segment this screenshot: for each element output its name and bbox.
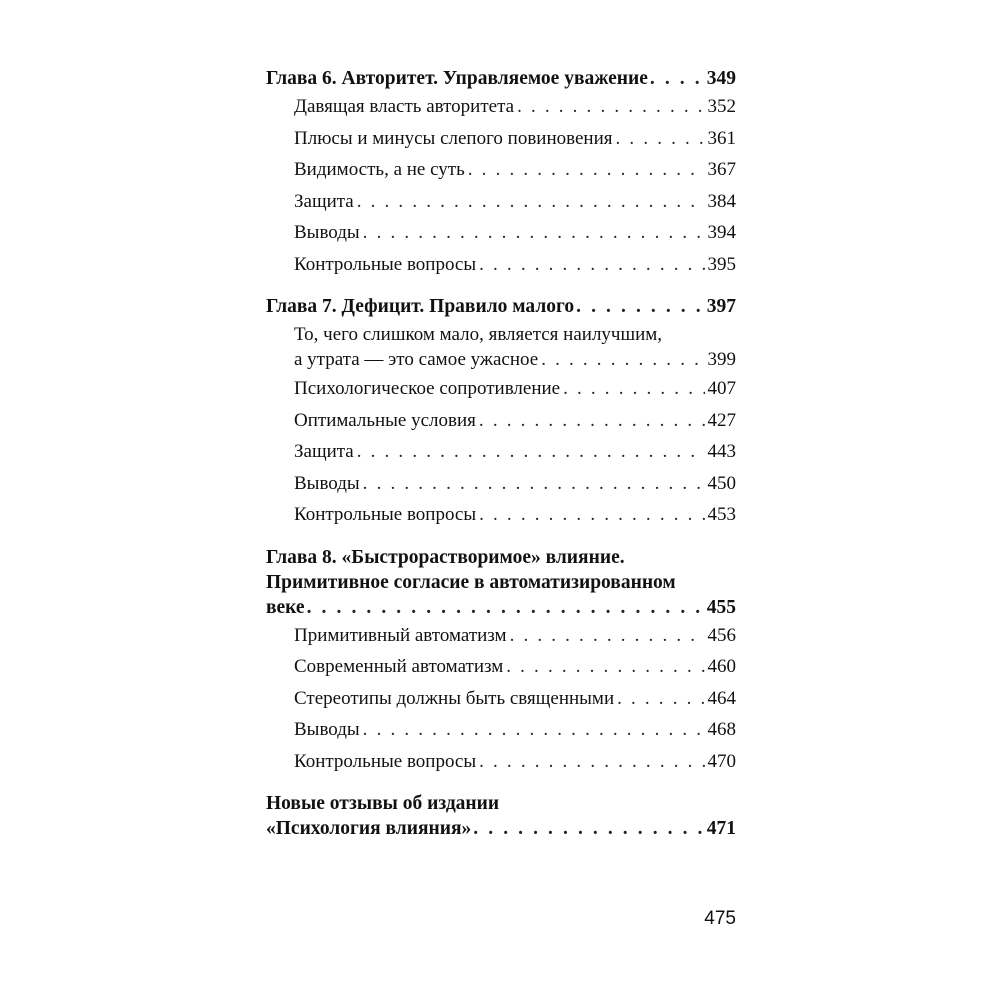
- dot-leader: [363, 468, 705, 500]
- section-entry[interactable]: [294, 154, 736, 186]
- section-page-number: 456: [707, 624, 736, 646]
- dot-leader: [617, 683, 704, 715]
- section-entry[interactable]: [294, 746, 736, 778]
- section-entry[interactable]: [294, 373, 736, 405]
- section-entry-line-1[interactable]: [294, 319, 736, 346]
- chapter-page-number: 455: [706, 596, 736, 618]
- section-title: Плюсы и минусы слепого повиновения: [294, 127, 613, 149]
- section-page-number: 450: [707, 472, 736, 494]
- chapter-title[interactable]: [266, 816, 736, 841]
- dot-leader: [616, 123, 705, 155]
- section-page-number: 468: [707, 719, 736, 740]
- chapter-page-number: 471: [706, 818, 736, 839]
- section-entry[interactable]: [294, 651, 736, 683]
- section-entry[interactable]: [294, 346, 736, 373]
- dot-leader: [307, 595, 705, 620]
- dot-leader: [479, 499, 704, 531]
- section-list: [266, 319, 736, 531]
- section-page-number: 399: [707, 349, 736, 370]
- section-entry[interactable]: [294, 91, 736, 123]
- table-of-contents: [266, 66, 736, 841]
- chapter-title-text: «Психология влияния»: [266, 818, 472, 839]
- section-page-number: 464: [707, 687, 736, 709]
- section-title: Выводы: [294, 472, 360, 494]
- dot-leader: [357, 436, 705, 468]
- chapter-title-line-1[interactable]: Новые отзывы об издании: [266, 793, 500, 814]
- section-title: Современный автоматизм: [294, 656, 504, 677]
- section-page-number: 453: [707, 504, 736, 525]
- section-title: Видимость, а не суть: [294, 159, 465, 180]
- section-page-number: 367: [707, 159, 736, 180]
- section-title: Выводы: [294, 222, 360, 243]
- chapter-title[interactable]: [266, 66, 736, 91]
- chapter-title-line-1[interactable]: Глава 8. «Быстрорастворимое» влияние.: [266, 546, 625, 568]
- chapter-6: [266, 66, 736, 280]
- dot-leader: [510, 620, 705, 652]
- chapter-gap: [266, 777, 736, 791]
- dot-leader: [363, 714, 705, 746]
- section-page-number: 470: [707, 750, 736, 772]
- section-title: Давящая власть авторитета: [294, 96, 515, 117]
- dot-leader: [541, 346, 704, 373]
- page-number: 475: [704, 908, 736, 929]
- dot-leader: [357, 186, 705, 218]
- section-entry[interactable]: [294, 436, 736, 468]
- section-page-number: 394: [707, 222, 736, 243]
- section-page-number: 443: [707, 441, 736, 462]
- section-title: Психологическое сопротивление: [294, 378, 561, 399]
- section-entry[interactable]: [294, 249, 736, 281]
- dot-leader: [506, 651, 704, 683]
- section-entry[interactable]: [294, 217, 736, 249]
- section-entry[interactable]: [294, 683, 736, 715]
- dot-leader: [479, 249, 704, 281]
- dot-leader: [517, 91, 704, 123]
- dot-leader: [468, 154, 705, 186]
- section-entry[interactable]: [294, 499, 736, 531]
- dot-leader: [650, 66, 705, 91]
- chapter-title[interactable]: [266, 294, 736, 319]
- section-page-number: 460: [707, 656, 736, 677]
- section-list: [266, 91, 736, 280]
- section-page-number: 352: [707, 96, 736, 117]
- section-title: Контрольные вопросы: [294, 504, 477, 525]
- section-entry[interactable]: [294, 186, 736, 218]
- chapter-title-text: Глава 7. Дефицит. Правило малого: [266, 296, 575, 317]
- chapter-title-line-2[interactable]: Примитивное согласие в автоматизированном: [266, 571, 676, 593]
- chapter-7: [266, 294, 736, 531]
- section-title: Выводы: [294, 719, 360, 740]
- section-entry[interactable]: [294, 123, 736, 155]
- section-title: Стереотипы должны быть священными: [294, 687, 615, 709]
- chapter-gap: [266, 280, 736, 294]
- section-title: Защита: [294, 441, 354, 462]
- section-title: а утрата — это самое ужасное: [294, 349, 539, 370]
- dot-leader: [363, 217, 705, 249]
- section-page-number: 395: [707, 253, 736, 275]
- reviews-entry: [266, 791, 736, 841]
- section-title: Контрольные вопросы: [294, 253, 477, 275]
- section-page-number: 407: [707, 378, 736, 399]
- dot-leader: [479, 405, 705, 437]
- section-entry[interactable]: [294, 620, 736, 652]
- chapter-title-text: веке: [266, 596, 305, 618]
- section-title: Примитивный автоматизм: [294, 624, 507, 646]
- dot-leader: [563, 373, 704, 405]
- section-title: Контрольные вопросы: [294, 750, 477, 772]
- section-entry[interactable]: [294, 468, 736, 500]
- chapter-title[interactable]: [266, 595, 736, 620]
- dot-leader: [479, 746, 704, 778]
- section-title: Защита: [294, 190, 354, 212]
- section-page-number: 427: [707, 409, 736, 431]
- chapter-gap: [266, 531, 736, 545]
- chapter-page-number: 349: [706, 68, 736, 89]
- section-entry[interactable]: [294, 405, 736, 437]
- section-page-number: 384: [707, 190, 736, 212]
- chapter-title-text: Глава 6. Авторитет. Управляемое уважение: [266, 68, 648, 89]
- dot-leader: [576, 294, 705, 319]
- section-page-number: 361: [707, 127, 736, 149]
- section-entry[interactable]: [294, 714, 736, 746]
- dot-leader: [473, 816, 704, 841]
- section-title-line-1: То, чего слишком мало, является наилучшим,: [294, 324, 663, 345]
- chapter-page-number: 397: [706, 296, 736, 317]
- chapter-8: [266, 545, 736, 778]
- section-title: Оптимальные условия: [294, 409, 476, 431]
- section-list: [266, 620, 736, 778]
